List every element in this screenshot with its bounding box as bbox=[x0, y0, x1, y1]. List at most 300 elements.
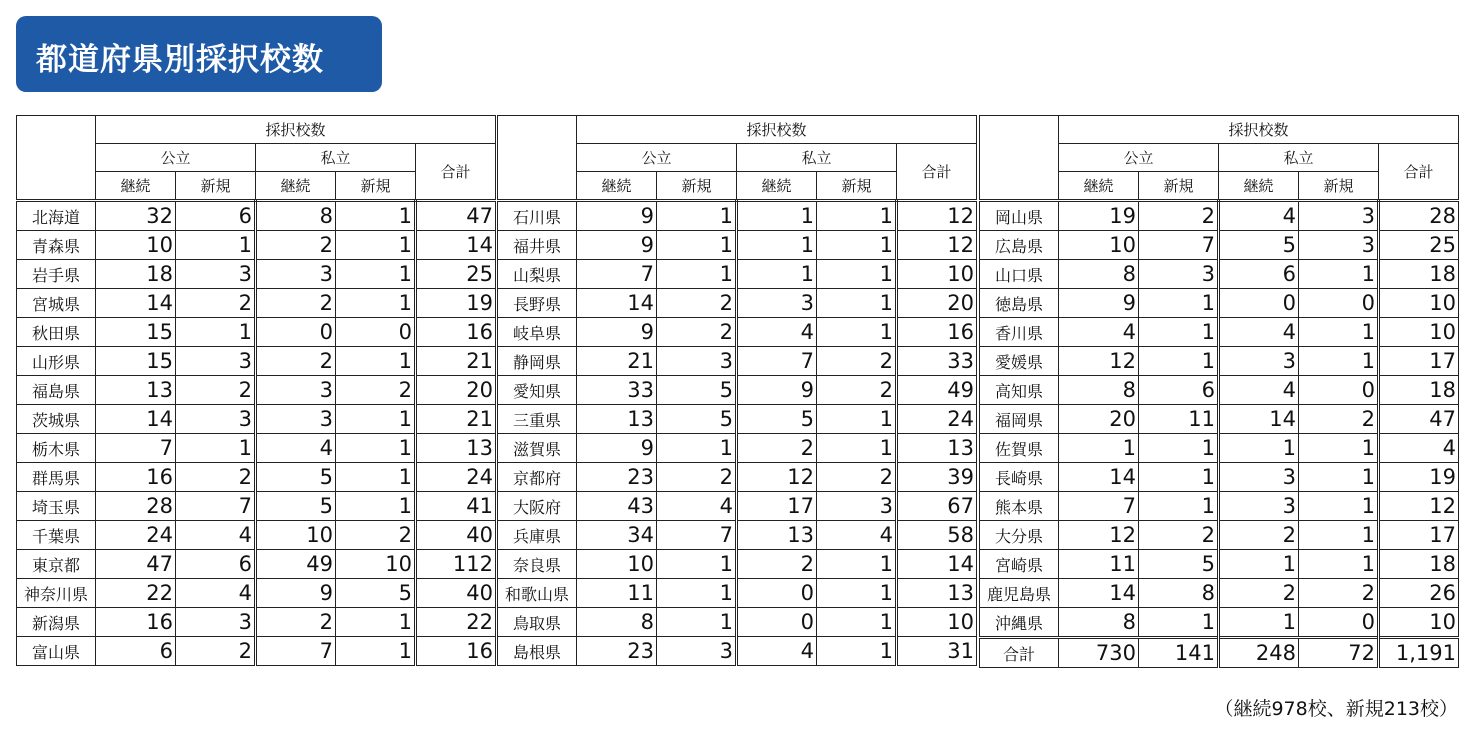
value-public-continuing: 10 bbox=[1059, 231, 1139, 260]
value-public-new: 1 bbox=[1139, 492, 1219, 521]
value-total: 20 bbox=[416, 376, 496, 405]
table-row bbox=[17, 637, 496, 666]
value-public-continuing: 9 bbox=[577, 201, 657, 231]
value-private-new: 1 bbox=[336, 347, 416, 376]
value-total: 13 bbox=[416, 434, 496, 463]
table-row bbox=[498, 405, 977, 434]
value-public-continuing: 23 bbox=[577, 463, 657, 492]
prefecture-name: 埼玉県 bbox=[17, 492, 96, 521]
value-private-continuing: 5 bbox=[256, 492, 336, 521]
value-private-new: 3 bbox=[817, 492, 897, 521]
value-total: 14 bbox=[416, 231, 496, 260]
table-row bbox=[498, 318, 977, 347]
value-public-new: 1 bbox=[657, 260, 737, 289]
prefecture-name: 熊本県 bbox=[980, 492, 1059, 521]
value-public-new: 7 bbox=[1139, 231, 1219, 260]
value-public-continuing: 15 bbox=[96, 347, 176, 376]
value-private-new: 4 bbox=[817, 521, 897, 550]
value-public-new: 1 bbox=[657, 579, 737, 608]
value-total: 58 bbox=[897, 521, 977, 550]
prefecture-name: 岡山県 bbox=[980, 201, 1059, 231]
value-private-new: 1 bbox=[817, 260, 897, 289]
value-public-new: 1 bbox=[657, 434, 737, 463]
value-private-continuing: 0 bbox=[737, 608, 817, 637]
header-adopted-count: 採択校数 bbox=[577, 116, 977, 144]
value-private-continuing: 2 bbox=[256, 347, 336, 376]
table-row bbox=[498, 260, 977, 289]
prefecture-name: 佐賀県 bbox=[980, 434, 1059, 463]
value-private-continuing: 5 bbox=[256, 463, 336, 492]
footnote: （継続978校、新規213校） bbox=[1214, 698, 1458, 720]
value-private-continuing: 2 bbox=[256, 608, 336, 637]
value-private-new: 1 bbox=[336, 405, 416, 434]
table-row bbox=[17, 492, 496, 521]
value-total: 31 bbox=[897, 637, 977, 666]
value-total: 18 bbox=[1379, 260, 1459, 289]
value-total: 47 bbox=[1379, 405, 1459, 434]
table-row bbox=[17, 318, 496, 347]
value-public-new: 2 bbox=[176, 463, 256, 492]
value-public-new: 1 bbox=[1139, 289, 1219, 318]
value-private-new: 1 bbox=[817, 579, 897, 608]
table-row bbox=[980, 318, 1459, 347]
header-private: 私立 bbox=[737, 144, 897, 172]
value-public-new: 2 bbox=[1139, 201, 1219, 231]
value-public-continuing: 1 bbox=[1059, 434, 1139, 463]
prefecture-name: 大分県 bbox=[980, 521, 1059, 550]
table-row bbox=[498, 231, 977, 260]
prefecture-name: 長野県 bbox=[498, 289, 577, 318]
value-total: 10 bbox=[897, 260, 977, 289]
value-private-continuing: 4 bbox=[1219, 376, 1299, 405]
value-public-new: 6 bbox=[176, 201, 256, 231]
value-public-continuing: 23 bbox=[577, 637, 657, 666]
table-row bbox=[980, 492, 1459, 521]
prefecture-name: 福岡県 bbox=[980, 405, 1059, 434]
prefecture-name: 茨城県 bbox=[17, 405, 96, 434]
table-row bbox=[980, 521, 1459, 550]
value-private-continuing: 0 bbox=[737, 579, 817, 608]
value-public-new: 11 bbox=[1139, 405, 1219, 434]
value-total: 13 bbox=[897, 434, 977, 463]
value-private-new: 1 bbox=[817, 637, 897, 666]
value-private-new: 1 bbox=[336, 289, 416, 318]
header-adopted-count: 採択校数 bbox=[1059, 116, 1459, 144]
header-private: 私立 bbox=[256, 144, 416, 172]
prefecture-name: 福井県 bbox=[498, 231, 577, 260]
table-row bbox=[17, 347, 496, 376]
prefecture-table-3 bbox=[979, 115, 1459, 668]
value-private-new: 1 bbox=[817, 434, 897, 463]
value-private-new: 1 bbox=[1299, 492, 1379, 521]
value-private-continuing: 0 bbox=[256, 318, 336, 347]
header-public-continuing: 継続 bbox=[1059, 172, 1139, 201]
value-private-new: 1 bbox=[336, 608, 416, 637]
value-total: 25 bbox=[416, 260, 496, 289]
value-private-new: 1 bbox=[336, 201, 416, 231]
table-row bbox=[17, 550, 496, 579]
value-public-continuing: 10 bbox=[577, 550, 657, 579]
value-public-continuing: 47 bbox=[96, 550, 176, 579]
prefecture-name: 東京都 bbox=[17, 550, 96, 579]
value-public-continuing: 12 bbox=[1059, 347, 1139, 376]
value-public-new: 3 bbox=[657, 637, 737, 666]
value-private-continuing: 13 bbox=[737, 521, 817, 550]
value-public-new: 2 bbox=[657, 463, 737, 492]
header-public-new: 新規 bbox=[1139, 172, 1219, 201]
value-public-new: 2 bbox=[657, 289, 737, 318]
value-public-continuing: 7 bbox=[577, 260, 657, 289]
table-row bbox=[17, 289, 496, 318]
prefecture-name: 鳥取県 bbox=[498, 608, 577, 637]
prefecture-name: 愛知県 bbox=[498, 376, 577, 405]
value-private-continuing: 5 bbox=[737, 405, 817, 434]
value-total: 16 bbox=[416, 637, 496, 666]
value-public-new: 6 bbox=[176, 550, 256, 579]
value-total: 17 bbox=[1379, 347, 1459, 376]
value-private-continuing: 3 bbox=[1219, 347, 1299, 376]
value-total: 10 bbox=[1379, 318, 1459, 347]
value-total: 33 bbox=[897, 347, 977, 376]
table-row bbox=[17, 608, 496, 637]
table-row bbox=[498, 608, 977, 637]
table-row bbox=[17, 579, 496, 608]
prefecture-name: 長崎県 bbox=[980, 463, 1059, 492]
value-total: 21 bbox=[416, 347, 496, 376]
value-public-continuing: 34 bbox=[577, 521, 657, 550]
value-total: 14 bbox=[897, 550, 977, 579]
value-public-new: 3 bbox=[1139, 260, 1219, 289]
header-public: 公立 bbox=[577, 144, 737, 172]
value-public-new: 1 bbox=[176, 231, 256, 260]
prefecture-name: 滋賀県 bbox=[498, 434, 577, 463]
value-total: 39 bbox=[897, 463, 977, 492]
value-total: 13 bbox=[897, 579, 977, 608]
value-private-continuing: 2 bbox=[737, 434, 817, 463]
header-public-new: 新規 bbox=[176, 172, 256, 201]
value-public-new: 3 bbox=[176, 608, 256, 637]
table-row bbox=[498, 434, 977, 463]
value-private-new: 0 bbox=[1299, 289, 1379, 318]
value-private-continuing: 9 bbox=[737, 376, 817, 405]
value-total: 16 bbox=[416, 318, 496, 347]
value-private-new: 2 bbox=[817, 376, 897, 405]
value-private-new: 1 bbox=[336, 260, 416, 289]
value-private-continuing: 5 bbox=[1219, 231, 1299, 260]
value-public-continuing: 18 bbox=[96, 260, 176, 289]
value-total: 10 bbox=[1379, 289, 1459, 318]
value-public-new: 4 bbox=[176, 579, 256, 608]
table-row bbox=[980, 289, 1459, 318]
value-public-new: 8 bbox=[1139, 579, 1219, 608]
header-public-new: 新規 bbox=[657, 172, 737, 201]
value-public-new: 7 bbox=[176, 492, 256, 521]
value-private-new: 2 bbox=[1299, 405, 1379, 434]
value-public-continuing: 14 bbox=[96, 405, 176, 434]
header-total: 合計 bbox=[1379, 144, 1459, 201]
header-private-continuing: 継続 bbox=[737, 172, 817, 201]
value-public-continuing: 14 bbox=[1059, 579, 1139, 608]
header-corner-cell bbox=[980, 116, 1059, 201]
prefecture-name: 石川県 bbox=[498, 201, 577, 231]
value-private-continuing: 7 bbox=[737, 347, 817, 376]
value-public-new: 5 bbox=[1139, 550, 1219, 579]
value-private-new: 1 bbox=[817, 201, 897, 231]
value-public-new: 3 bbox=[657, 347, 737, 376]
value-public-continuing: 22 bbox=[96, 579, 176, 608]
prefecture-name: 宮城県 bbox=[17, 289, 96, 318]
value-private-new: 0 bbox=[1299, 376, 1379, 405]
value-public-new: 1 bbox=[1139, 347, 1219, 376]
prefecture-name: 秋田県 bbox=[17, 318, 96, 347]
header-public-continuing: 継続 bbox=[577, 172, 657, 201]
table-row bbox=[498, 637, 977, 666]
value-public-new: 1 bbox=[1139, 608, 1219, 638]
value-total: 40 bbox=[416, 579, 496, 608]
value-private-new: 1 bbox=[1299, 318, 1379, 347]
value-public-continuing: 19 bbox=[1059, 201, 1139, 231]
value-private-continuing: 2 bbox=[256, 289, 336, 318]
value-total: 112 bbox=[416, 550, 496, 579]
table-row bbox=[498, 521, 977, 550]
total-label: 合計 bbox=[980, 638, 1059, 668]
value-public-continuing: 11 bbox=[1059, 550, 1139, 579]
value-public-continuing: 13 bbox=[96, 376, 176, 405]
value-private-continuing: 4 bbox=[1219, 318, 1299, 347]
value-private-new: 1 bbox=[336, 463, 416, 492]
table-row bbox=[980, 260, 1459, 289]
value-total: 67 bbox=[897, 492, 977, 521]
value-private-continuing: 2 bbox=[1219, 521, 1299, 550]
prefecture-name: 和歌山県 bbox=[498, 579, 577, 608]
table-row bbox=[498, 492, 977, 521]
value-private-new: 5 bbox=[336, 579, 416, 608]
prefecture-name: 山梨県 bbox=[498, 260, 577, 289]
value-public-new: 1 bbox=[657, 201, 737, 231]
value-public-new: 1 bbox=[1139, 463, 1219, 492]
value-public-continuing: 11 bbox=[577, 579, 657, 608]
value-total: 16 bbox=[897, 318, 977, 347]
header-private-new: 新規 bbox=[817, 172, 897, 201]
prefecture-name: 奈良県 bbox=[498, 550, 577, 579]
value-private-new: 1 bbox=[817, 318, 897, 347]
value-private-continuing: 4 bbox=[256, 434, 336, 463]
prefecture-name: 島根県 bbox=[498, 637, 577, 666]
value-private-new: 2 bbox=[1299, 579, 1379, 608]
table-row bbox=[980, 434, 1459, 463]
table-row bbox=[498, 550, 977, 579]
value-total: 4 bbox=[1379, 434, 1459, 463]
value-private-continuing: 1 bbox=[1219, 608, 1299, 638]
header-private-continuing: 継続 bbox=[1219, 172, 1299, 201]
value-public-continuing: 8 bbox=[577, 608, 657, 637]
value-public-new: 1 bbox=[1139, 434, 1219, 463]
prefecture-name: 千葉県 bbox=[17, 521, 96, 550]
prefecture-name: 大阪府 bbox=[498, 492, 577, 521]
value-private-new: 3 bbox=[1299, 201, 1379, 231]
table-row bbox=[17, 201, 496, 231]
value-total: 25 bbox=[1379, 231, 1459, 260]
header-public-continuing: 継続 bbox=[96, 172, 176, 201]
value-total: 49 bbox=[897, 376, 977, 405]
value-private-new: 2 bbox=[817, 347, 897, 376]
value-public-new: 1 bbox=[176, 318, 256, 347]
value-private-continuing: 9 bbox=[256, 579, 336, 608]
header-private-new: 新規 bbox=[336, 172, 416, 201]
value-private-new: 2 bbox=[817, 463, 897, 492]
table-row bbox=[498, 289, 977, 318]
value-public-continuing: 33 bbox=[577, 376, 657, 405]
header-private-continuing: 継続 bbox=[256, 172, 336, 201]
value-private-new: 1 bbox=[336, 492, 416, 521]
value-private-continuing: 14 bbox=[1219, 405, 1299, 434]
value-total: 41 bbox=[416, 492, 496, 521]
table-row bbox=[17, 405, 496, 434]
value-public-continuing: 20 bbox=[1059, 405, 1139, 434]
value-private-continuing: 0 bbox=[1219, 289, 1299, 318]
value-private-new: 72 bbox=[1299, 638, 1379, 668]
value-private-new: 1 bbox=[336, 434, 416, 463]
table-row bbox=[498, 201, 977, 231]
value-total: 10 bbox=[1379, 608, 1459, 638]
header-corner-cell bbox=[498, 116, 577, 201]
value-private-continuing: 10 bbox=[256, 521, 336, 550]
header-private: 私立 bbox=[1219, 144, 1379, 172]
value-total: 17 bbox=[1379, 521, 1459, 550]
value-public-new: 3 bbox=[176, 260, 256, 289]
table-row bbox=[980, 347, 1459, 376]
table-row bbox=[980, 201, 1459, 231]
table-row bbox=[980, 550, 1459, 579]
value-public-continuing: 43 bbox=[577, 492, 657, 521]
value-public-continuing: 7 bbox=[96, 434, 176, 463]
value-public-continuing: 6 bbox=[96, 637, 176, 666]
value-total: 47 bbox=[416, 201, 496, 231]
table-row bbox=[980, 579, 1459, 608]
value-private-new: 2 bbox=[336, 376, 416, 405]
prefecture-name: 静岡県 bbox=[498, 347, 577, 376]
value-public-continuing: 13 bbox=[577, 405, 657, 434]
value-public-continuing: 9 bbox=[577, 231, 657, 260]
table-row bbox=[498, 579, 977, 608]
value-public-continuing: 16 bbox=[96, 463, 176, 492]
value-private-continuing: 1 bbox=[737, 231, 817, 260]
value-total: 12 bbox=[1379, 492, 1459, 521]
page-title: 都道府県別採択校数 bbox=[36, 42, 324, 78]
value-public-continuing: 9 bbox=[577, 318, 657, 347]
value-public-continuing: 9 bbox=[577, 434, 657, 463]
prefecture-name: 山形県 bbox=[17, 347, 96, 376]
value-private-continuing: 3 bbox=[256, 405, 336, 434]
value-public-continuing: 10 bbox=[96, 231, 176, 260]
prefecture-name: 兵庫県 bbox=[498, 521, 577, 550]
table-row bbox=[980, 405, 1459, 434]
prefecture-name: 京都府 bbox=[498, 463, 577, 492]
value-public-continuing: 14 bbox=[1059, 463, 1139, 492]
value-total: 18 bbox=[1379, 550, 1459, 579]
prefecture-name: 群馬県 bbox=[17, 463, 96, 492]
header-adopted-count: 採択校数 bbox=[96, 116, 496, 144]
value-public-new: 1 bbox=[176, 434, 256, 463]
value-private-continuing: 17 bbox=[737, 492, 817, 521]
value-private-continuing: 7 bbox=[256, 637, 336, 666]
value-public-new: 2 bbox=[176, 289, 256, 318]
value-total: 40 bbox=[416, 521, 496, 550]
value-private-continuing: 2 bbox=[256, 231, 336, 260]
prefecture-name: 北海道 bbox=[17, 201, 96, 231]
table-row bbox=[980, 608, 1459, 638]
value-private-new: 1 bbox=[1299, 550, 1379, 579]
value-total: 19 bbox=[1379, 463, 1459, 492]
prefecture-table-1 bbox=[16, 115, 496, 666]
value-private-continuing: 4 bbox=[1219, 201, 1299, 231]
value-public-new: 1 bbox=[657, 231, 737, 260]
prefecture-name: 山口県 bbox=[980, 260, 1059, 289]
value-public-new: 2 bbox=[657, 318, 737, 347]
value-public-new: 5 bbox=[657, 405, 737, 434]
value-private-new: 3 bbox=[1299, 231, 1379, 260]
value-private-continuing: 8 bbox=[256, 201, 336, 231]
value-private-continuing: 3 bbox=[1219, 492, 1299, 521]
header-public: 公立 bbox=[1059, 144, 1219, 172]
value-total: 22 bbox=[416, 608, 496, 637]
value-private-new: 1 bbox=[817, 231, 897, 260]
value-public-new: 2 bbox=[176, 376, 256, 405]
value-private-continuing: 3 bbox=[1219, 463, 1299, 492]
value-total: 12 bbox=[897, 201, 977, 231]
value-private-continuing: 1 bbox=[1219, 434, 1299, 463]
prefecture-name: 沖縄県 bbox=[980, 608, 1059, 638]
value-public-continuing: 7 bbox=[1059, 492, 1139, 521]
value-public-new: 5 bbox=[657, 376, 737, 405]
value-private-continuing: 248 bbox=[1219, 638, 1299, 668]
value-private-new: 1 bbox=[1299, 347, 1379, 376]
value-public-continuing: 8 bbox=[1059, 608, 1139, 638]
value-total: 28 bbox=[1379, 201, 1459, 231]
table-row bbox=[17, 260, 496, 289]
prefecture-table-2 bbox=[497, 115, 977, 666]
value-public-continuing: 8 bbox=[1059, 260, 1139, 289]
prefecture-name: 富山県 bbox=[17, 637, 96, 666]
value-private-new: 1 bbox=[1299, 434, 1379, 463]
value-private-new: 1 bbox=[1299, 463, 1379, 492]
header-corner-cell bbox=[17, 116, 96, 201]
value-public-continuing: 4 bbox=[1059, 318, 1139, 347]
value-public-continuing: 730 bbox=[1059, 638, 1139, 668]
value-private-continuing: 3 bbox=[256, 260, 336, 289]
value-public-new: 2 bbox=[1139, 521, 1219, 550]
value-public-continuing: 14 bbox=[577, 289, 657, 318]
value-public-new: 1 bbox=[657, 608, 737, 637]
header-total: 合計 bbox=[416, 144, 496, 201]
prefecture-name: 広島県 bbox=[980, 231, 1059, 260]
value-total: 1,191 bbox=[1379, 638, 1459, 668]
value-total: 20 bbox=[897, 289, 977, 318]
value-private-continuing: 4 bbox=[737, 637, 817, 666]
value-private-continuing: 49 bbox=[256, 550, 336, 579]
header-private-new: 新規 bbox=[1299, 172, 1379, 201]
value-total: 21 bbox=[416, 405, 496, 434]
table-row bbox=[498, 347, 977, 376]
value-total: 10 bbox=[897, 608, 977, 637]
value-private-new: 1 bbox=[817, 550, 897, 579]
table-row bbox=[17, 463, 496, 492]
value-private-continuing: 1 bbox=[737, 260, 817, 289]
value-public-continuing: 8 bbox=[1059, 376, 1139, 405]
value-private-continuing: 1 bbox=[737, 201, 817, 231]
value-private-continuing: 1 bbox=[1219, 550, 1299, 579]
value-public-new: 7 bbox=[657, 521, 737, 550]
